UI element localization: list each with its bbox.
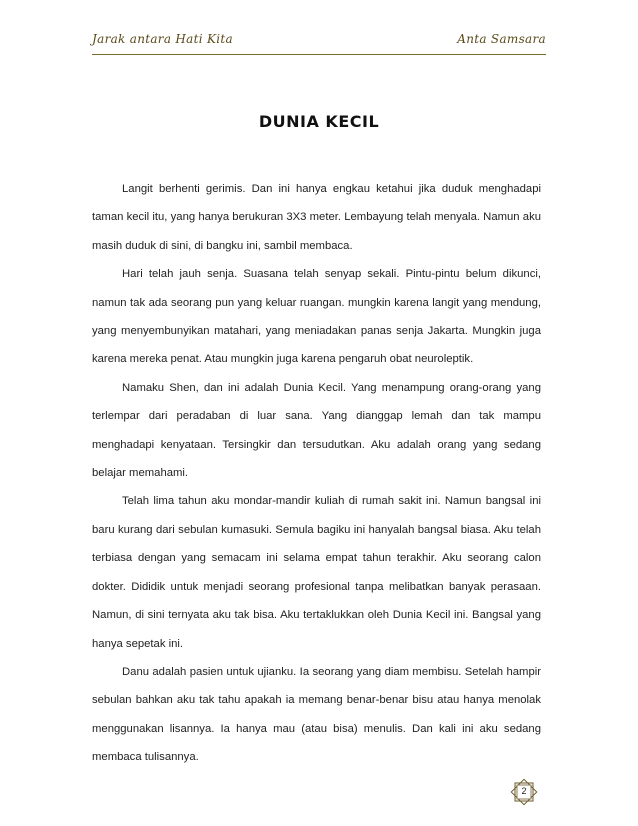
page-number: 2 [521, 786, 527, 796]
chapter-title-text: DUNIA KECIL [258, 112, 380, 131]
header-author: Anta Samsara [457, 32, 546, 46]
header-rule [92, 54, 546, 55]
paragraph: Namaku Shen, dan ini adalah Dunia Kecil. Yang menampung orang-orang yang terlempar dari peradaban di luar sana. Yang dianggap lemah dan tak mampu menghadapi kenyataan. Tersingkir dan tersudutkan. Aku adalah orang yang sedang belajar memahami. [92, 381, 541, 480]
paragraph: Hari telah jauh senja. Suasana telah senyap sekali. Pintu-pintu belum dikunci, namun tak ada seorang pun yang keluar ruangan. mungkin karena langit yang mendung, yang menyembunyikan matahari, yang meniadakan panas senja Jakarta. Mungkin juga karena mereka penat. Atau mungkin juga karena pengaruh obat neuroleptik. [92, 268, 541, 366]
running-header [92, 32, 546, 52]
paragraph: Langit berhenti gerimis. Dan ini hanya engkau ketahui jika duduk menghadapi taman kecil itu, yang hanya berukuran 3X3 meter. Lembayung telah menyala. Namun aku masih duduk di sini, di bangku ini, sambil membaca. [92, 183, 541, 252]
chapter-title [0, 112, 638, 131]
header-book-title: Jarak antara Hati Kita [92, 32, 233, 46]
paragraph: Danu adalah pasien untuk ujianku. Ia seorang yang diam membisu. Setelah hampir sebulan bahkan aku tak tahu apakah ia memang benar-benar bisu atau hanya menolak menggunakan lisannya. Ia hanya mau (atau bisa) menulis. Dan kali ini aku sedang membaca tulisannya. [92, 665, 541, 764]
paragraph: Telah lima tahun aku mondar-mandir kuliah di rumah sakit ini. Namun bangsal ini baru kurang dari sebulan kumasuki. Semula bagiku ini hanyalah bangsal biasa. Aku telah terbiasa dengan yang semacam ini selama empat tahun terakhir. Aku seorang calon dokter. Dididik untuk menjadi seorang profesional tanpa melibatkan banyak perasaan. Namun, di sini ternyata aku tak bisa. Aku tertaklukkan oleh Dunia Kecil ini. Bangsal yang hanya sepetak ini. [92, 495, 541, 650]
body-text [92, 175, 541, 772]
